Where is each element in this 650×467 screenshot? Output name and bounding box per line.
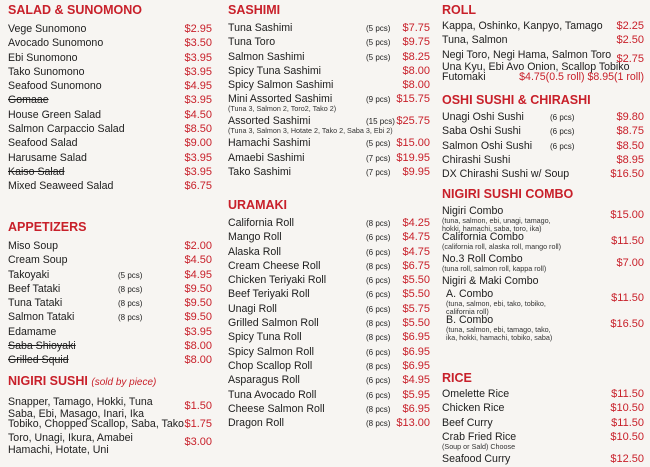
item-quantity: (6 pcs): [366, 276, 391, 286]
menu-item: [6, 311, 212, 325]
item-name: Salmon Tataki: [8, 311, 75, 324]
menu-item: [226, 374, 430, 388]
item-name: Spicy Tuna Sashimi: [228, 64, 322, 77]
item-name: Futomaki: [442, 70, 486, 83]
item-price: $3.95: [184, 51, 212, 64]
item-name: Saba Oshi Sushi: [442, 125, 521, 138]
item-quantity: (8 pcs): [366, 219, 391, 228]
menu-item: [226, 93, 430, 115]
item-name: Chirashi Sushi: [442, 153, 511, 166]
item-name: Tuna, Salmon: [442, 34, 508, 47]
item-name: Assorted Sashimi: [228, 115, 311, 128]
item-price: $4.75(0.5 roll) $8.95(1 roll): [519, 70, 644, 83]
item-price: $1.50: [184, 400, 212, 412]
item-note-line2: california roll): [446, 307, 489, 316]
item-name: Takoyaki: [8, 268, 50, 281]
item-note-line2: ika, hokki, hamachi, tobiko, saba): [446, 333, 553, 342]
item-price: $11.50: [611, 292, 644, 304]
menu-item: [440, 111, 644, 125]
item-price: $5.50: [402, 274, 430, 287]
item-name: Dragon Roll: [228, 417, 284, 430]
salad-section: [6, 3, 212, 195]
menu-item: [6, 180, 212, 194]
menu-item: [226, 360, 430, 374]
item-name: Crab Fried Rice: [442, 430, 517, 443]
item-note: (Soup or Sald) Choose: [442, 441, 516, 451]
item-name-line2: Saba, Ebi, Masago, Inari, Ika: [8, 408, 145, 420]
item-name: Nigiri & Maki Combo: [442, 275, 539, 287]
menu-item: [440, 388, 644, 402]
menu-item: [440, 231, 644, 253]
menu-item: [226, 115, 430, 137]
item-name: Edamame: [8, 325, 57, 338]
item-name: House Green Salad: [8, 108, 102, 121]
item-name: Chop Scallop Roll: [228, 359, 313, 372]
item-quantity: (5 pcs): [118, 270, 143, 280]
item-price: $8.00: [184, 340, 212, 353]
item-price: $9.50: [184, 311, 212, 324]
item-price: $4.25: [402, 217, 430, 229]
item-name-line2: Una Kyu, Ebi Avo Onion, Scallop Tobiko: [442, 60, 630, 73]
menu-item: [6, 340, 212, 354]
menu-item: [444, 288, 644, 314]
item-quantity: (5 pcs): [366, 24, 391, 33]
menu-item: [440, 34, 644, 48]
item-price: $8.95: [616, 153, 644, 166]
item-name: Miso Soup: [8, 240, 59, 252]
menu-item: [226, 288, 430, 302]
item-name: Kaiso Salad: [8, 165, 65, 178]
item-quantity: (5 pcs): [366, 38, 391, 48]
item-name: California Roll: [228, 217, 294, 229]
item-quantity: (6 pcs): [366, 376, 391, 386]
item-price: $2.50: [616, 34, 644, 47]
item-name: Chicken Teriyaki Roll: [228, 274, 327, 287]
menu-item: [226, 317, 430, 331]
item-quantity: (7 pcs): [366, 153, 391, 163]
menu-item: [226, 389, 430, 403]
item-name: Chicken Rice: [442, 402, 505, 415]
uramaki-section: [226, 198, 430, 431]
item-price: $3.95: [184, 65, 212, 78]
menu-item: [226, 274, 430, 288]
menu-item: [6, 52, 212, 66]
menu-item: [440, 417, 644, 431]
menu-item: [226, 79, 430, 93]
menu-item: [440, 154, 644, 168]
menu-item: [440, 431, 644, 453]
item-price: $7.00: [616, 257, 644, 269]
menu-item: [440, 140, 644, 154]
item-quantity: (6 pcs): [366, 347, 391, 357]
item-name: Unagi Oshi Sushi: [442, 111, 524, 123]
menu-item: [440, 20, 644, 34]
section-title: RICE: [442, 371, 472, 385]
item-name: Salmon Carpaccio Salad: [8, 123, 125, 136]
item-name: Tuna Sashimi: [228, 22, 293, 34]
item-quantity: (8 pcs): [366, 361, 391, 371]
item-price: $4.95: [184, 80, 212, 93]
menu-item: [6, 240, 212, 254]
item-quantity: (8 pcs): [118, 313, 143, 323]
item-name: Ebi Sunomono: [8, 51, 78, 64]
menu-item: [6, 269, 212, 283]
item-price: $2.75: [616, 52, 644, 65]
item-price: $6.95: [402, 359, 430, 372]
item-name: Tobiko, Chopped Scallop, Saba, Tako: [8, 418, 184, 430]
item-price: $5.75: [402, 302, 430, 315]
menu-item: [440, 253, 644, 275]
item-name: California Combo: [442, 231, 524, 243]
section-title: ROLL: [442, 3, 477, 17]
futomaki-row: [440, 71, 644, 85]
sashimi-section: [226, 3, 430, 180]
menu-item: [6, 37, 212, 51]
menu-item: [226, 22, 430, 36]
item-quantity: (9 pcs): [366, 95, 391, 105]
item-name: Grilled Salmon Roll: [228, 317, 319, 330]
maki-combo-header: [440, 275, 644, 288]
item-price: $6.95: [402, 331, 430, 344]
section-title: URAMAKI: [228, 198, 288, 212]
menu-item: [440, 49, 644, 71]
item-price: $9.95: [402, 166, 430, 179]
item-name: Seafood Curry: [442, 452, 511, 465]
menu-item: [6, 396, 212, 418]
item-price: $4.50: [184, 254, 212, 267]
item-price: $6.75: [184, 180, 212, 193]
item-note: (Tuna 3, Salmon 3, Hotate 2, Tako 2, Saba 3, Ebi 2): [228, 126, 393, 136]
menu-item: [440, 402, 644, 416]
item-name: Salmon Sashimi: [228, 50, 305, 63]
item-price: $9.00: [184, 137, 212, 150]
item-name: Beef Teriyaki Roll: [228, 288, 310, 301]
item-name: Asparagus Roll: [228, 374, 300, 387]
item-name: Cheese Salmon Roll: [228, 402, 325, 415]
item-name: Beef Curry: [442, 416, 493, 429]
item-name: Avocado Sunomono: [8, 37, 104, 50]
item-price: $15.00: [610, 209, 644, 221]
item-price: $8.00: [402, 64, 430, 77]
item-price: $8.00: [184, 354, 212, 367]
item-note: (Tuna 3, Salmon 2, Toro2, Tako 2): [228, 104, 337, 114]
item-price: $4.75: [402, 245, 430, 258]
item-name: Kappa, Oshinko, Kanpyo, Tamago: [442, 20, 603, 32]
item-name: Seafood Salad: [8, 137, 78, 150]
menu-item: [6, 326, 212, 340]
item-price: $19.95: [396, 151, 430, 164]
menu-item: [226, 152, 430, 166]
item-price: $9.50: [184, 297, 212, 310]
item-name: Tako Sunomono: [8, 65, 85, 78]
menu-item: [226, 166, 430, 180]
item-name: Toro, Unagi, Ikura, Amabei: [8, 432, 133, 445]
item-price: $16.50: [610, 318, 644, 330]
nigiri-title: NIGIRI SUSHI: [8, 374, 88, 388]
section-title: APPETIZERS: [8, 220, 87, 234]
item-price: $6.95: [402, 402, 430, 415]
menu-item: [226, 137, 430, 151]
item-price: $10.50: [610, 430, 644, 443]
item-name: DX Chirashi Sushi w/ Soup: [442, 168, 570, 181]
menu-item: [6, 66, 212, 80]
item-quantity: (6 pcs): [550, 113, 575, 122]
item-quantity: (8 pcs): [366, 419, 391, 429]
item-price: $7.75: [402, 22, 430, 34]
menu-item: [226, 331, 430, 345]
item-name: Saba Shioyaki: [8, 340, 76, 353]
menu-item: [6, 137, 212, 151]
menu-item: [6, 166, 212, 180]
combo-section: [440, 187, 644, 340]
menu-item: [440, 453, 644, 467]
menu-item: [6, 254, 212, 268]
item-quantity: (8 pcs): [366, 261, 391, 271]
item-price: $4.95: [184, 268, 212, 281]
item-price: $13.00: [396, 417, 430, 430]
item-price: $5.50: [402, 317, 430, 330]
menu-item: [226, 246, 430, 260]
item-name: Harusame Salad: [8, 151, 87, 164]
item-price: $1.75: [184, 418, 212, 430]
item-name: Amaebi Sashimi: [228, 151, 305, 164]
item-name: Mango Roll: [228, 231, 282, 244]
menu-item: [6, 418, 212, 432]
item-name: Tuna Avocado Roll: [228, 388, 317, 401]
item-price: $12.50: [610, 452, 644, 465]
roll-section: [440, 3, 644, 85]
menu-item: [6, 123, 212, 137]
item-quantity: (6 pcs): [366, 233, 391, 243]
menu-item: [6, 109, 212, 123]
item-quantity: (15 pcs): [366, 117, 395, 127]
item-price: $9.50: [184, 282, 212, 295]
item-price: $9.80: [616, 111, 644, 123]
item-price: $9.75: [402, 36, 430, 49]
item-price: $4.95: [402, 374, 430, 387]
item-name: Spicy Tuna Roll: [228, 331, 302, 344]
item-name: Tuna Toro: [228, 36, 276, 49]
nigiri-section: [6, 374, 212, 457]
item-price: $8.75: [616, 125, 644, 138]
menu-item: [440, 168, 644, 182]
item-quantity: (6 pcs): [366, 290, 391, 300]
item-price: $6.75: [402, 259, 430, 272]
item-price: $16.50: [610, 168, 644, 181]
item-price: $4.50: [184, 108, 212, 121]
item-price: $5.50: [402, 288, 430, 301]
section-title: OSHI SUSHI & CHIRASHI: [442, 93, 591, 107]
menu-item: [6, 297, 212, 311]
item-price: $11.50: [611, 235, 644, 247]
item-name: B. Combo: [446, 314, 494, 326]
menu-item: [6, 283, 212, 297]
menu-item: [226, 260, 430, 274]
item-note: (tuna roll, salmon roll, kappa roll): [442, 264, 547, 273]
item-name: Unagi Roll: [228, 302, 277, 315]
item-price: $15.75: [396, 93, 430, 106]
item-name: Cream Soup: [8, 254, 68, 267]
menu-item: [6, 94, 212, 108]
item-name: Tako Sashimi: [228, 166, 291, 179]
item-price: $3.95: [184, 151, 212, 164]
item-price: $8.25: [402, 50, 430, 63]
item-name: Vege Sunomono: [8, 23, 87, 35]
menu-item: [226, 417, 430, 431]
section-title: SASHIMI: [228, 3, 281, 17]
item-quantity: (6 pcs): [366, 247, 391, 257]
item-quantity: (6 pcs): [550, 127, 575, 137]
item-name: Grilled Squid: [8, 354, 69, 367]
item-name: Cream Cheese Roll: [228, 259, 321, 272]
item-price: $8.00: [402, 79, 430, 92]
appetizers-section: [6, 220, 212, 369]
item-price: $4.75: [402, 231, 430, 244]
item-price: $6.95: [402, 345, 430, 358]
menu-item: [440, 125, 644, 139]
item-price: $3.95: [184, 94, 212, 107]
item-price: $15.00: [396, 137, 430, 150]
item-name: Mixed Seaweed Salad: [8, 180, 114, 193]
item-price: $5.95: [402, 388, 430, 401]
oshi-section: [440, 93, 644, 182]
item-name: Seafood Sunomono: [8, 80, 102, 93]
nigiri-subtitle: (sold by piece): [91, 377, 157, 388]
item-price: $8.50: [616, 139, 644, 152]
menu-item: [6, 432, 212, 457]
item-quantity: (8 pcs): [366, 319, 391, 329]
item-quantity: (8 pcs): [366, 404, 391, 414]
item-price: $25.75: [396, 115, 430, 128]
item-name: Beef Tataki: [8, 282, 61, 295]
menu-item: [226, 51, 430, 65]
menu-item: [6, 152, 212, 166]
menu-item: [6, 354, 212, 368]
item-quantity: (5 pcs): [366, 139, 391, 149]
menu-item: [440, 205, 644, 231]
item-quantity: (8 pcs): [118, 299, 143, 309]
section-title: [6, 374, 212, 390]
item-price: $3.00: [184, 436, 212, 449]
menu-item: [6, 23, 212, 37]
menu-item: [6, 80, 212, 94]
item-quantity: (6 pcs): [366, 390, 391, 400]
item-name: Nigiri Combo: [442, 205, 504, 217]
section-title: SALAD & SUNOMONO: [8, 3, 143, 17]
menu-item: [226, 231, 430, 245]
item-quantity: (8 pcs): [118, 284, 143, 294]
item-quantity: (8 pcs): [366, 333, 391, 343]
item-price: $3.95: [184, 165, 212, 178]
item-price: $3.50: [184, 37, 212, 50]
item-quantity: (5 pcs): [366, 52, 391, 62]
item-name: Spicy Salmon Roll: [228, 345, 314, 358]
menu-item: [226, 303, 430, 317]
menu-item: [226, 403, 430, 417]
item-price: $3.95: [184, 325, 212, 338]
item-name: Omelette Rice: [442, 388, 510, 400]
item-name: Tuna Tataki: [8, 297, 63, 310]
item-name: Gomaae: [8, 94, 49, 107]
menu-item: [226, 36, 430, 50]
item-name: Spicy Salmon Sashimi: [228, 79, 334, 92]
item-name-line2: Hamachi, Hotate, Uni: [8, 444, 109, 457]
item-name: Snapper, Tamago, Hokki, Tuna: [8, 396, 153, 408]
item-price: $11.50: [611, 416, 644, 429]
item-quantity: (7 pcs): [366, 168, 391, 178]
item-name: Negi Toro, Negi Hama, Salmon Toro: [442, 48, 612, 61]
item-note: (tuna, salmon, ebi, tako, tobiko,: [446, 299, 546, 308]
menu-item: [226, 65, 430, 79]
item-price: $2.95: [184, 23, 212, 35]
menu-item: [226, 346, 430, 360]
item-name: A. Combo: [446, 288, 494, 300]
item-name: Alaska Roll: [228, 245, 281, 258]
item-note: (california roll, alaska roll, mango roll): [442, 242, 562, 251]
item-note-line2: hokki, hamachi, saba, toro, ika): [442, 224, 542, 233]
item-note: (tuna, salmon, ebi, tamago, tako,: [446, 325, 551, 334]
item-price: $10.50: [610, 402, 644, 415]
item-name: Hamachi Sashimi: [228, 137, 311, 150]
item-name: No.3 Roll Combo: [442, 253, 523, 265]
menu-item: [226, 217, 430, 231]
menu-item: [444, 314, 644, 340]
rice-section: [440, 371, 644, 467]
item-quantity: (6 pcs): [550, 141, 575, 151]
item-name: Salmon Oshi Sushi: [442, 139, 533, 152]
item-quantity: (6 pcs): [366, 304, 391, 314]
item-price: $11.50: [611, 388, 644, 400]
item-price: $2.25: [616, 20, 644, 32]
item-price: $2.00: [184, 240, 212, 252]
section-title: NIGIRI SUSHI COMBO: [442, 187, 574, 201]
item-note: (tuna, salmon, ebi, unagi, tamago,: [442, 216, 551, 225]
item-price: $8.50: [184, 123, 212, 136]
item-name: Mini Assorted Sashimi: [228, 93, 333, 106]
